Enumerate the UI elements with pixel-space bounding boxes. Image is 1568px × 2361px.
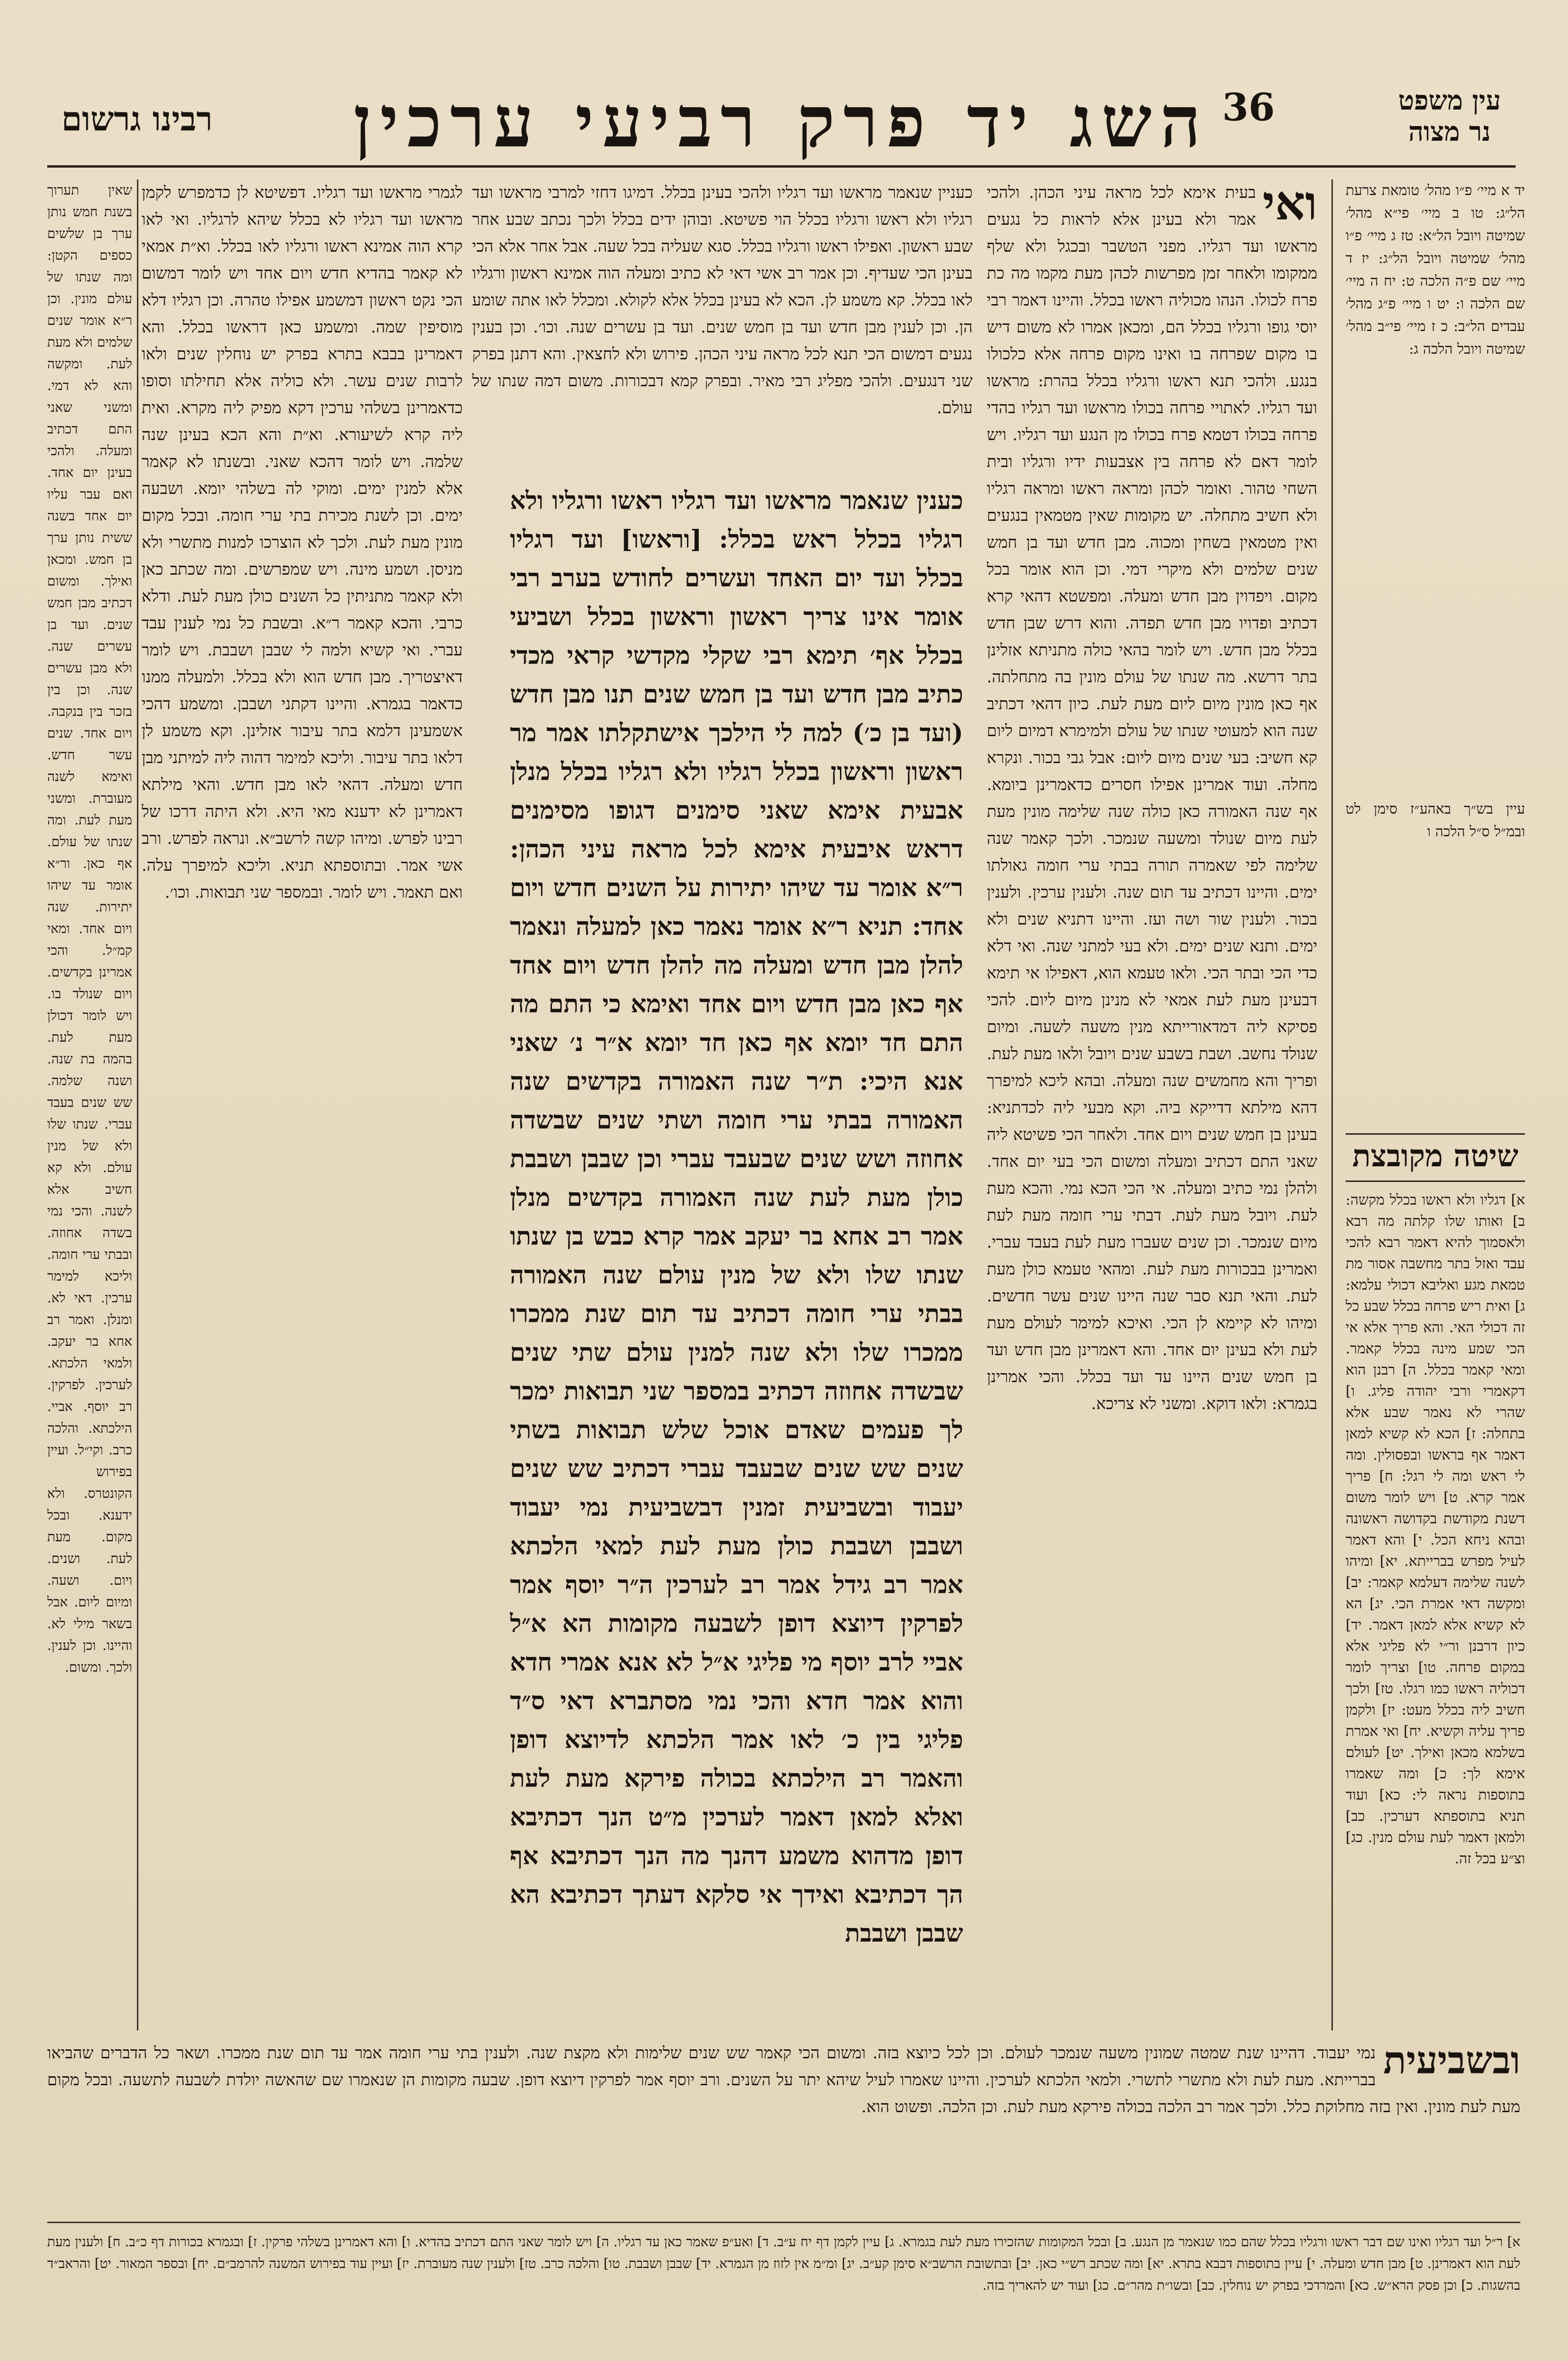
- column-divider: [1331, 179, 1333, 2030]
- tosafot-top-block: כעניין שנאמר מראשו ועד רגליו ולהכי בעינן בכלל. דמיגו דחזי למרבי מראשו ועד רגליו ולא ראשו ורגליו בכלל הוי פשיטא. ובוהן ידים בכלל ולכך נכתב שבע אחר שבע ראשון. ואפילו ראשו ורגליו בכלל. סגא שעליה בכל שעה. אבל אחר אלא הכי בעינן הכי שעדיף. וכן אמר רב אשי דאי לא כתיב ומעלה הוה אמינא ראשון ורגליו לאו בכלל. קא משמע לן. הכא לא בעינן בכלל אלא לקולא. ומכלל לאו אתה שומע הן. וכן לענין מבן חדש ועד בן חמש שנים. ועד בן עשרים שנה. וכו׳. וכן בענין נגעים דמשום הכי תנא לכל מראה עיני הכהן. פירוש ולא לחצאין. והא דתנן בפרק שני דנגעים. ולהכי מפליג רבי מאיר. ובפרק קמא דבכורות. משום דמה שנתו של עולם.: [472, 183, 973, 417]
- rabbeinu-gershom-column: שאין תערוך בשנת חמש נותן ערך בן שלשים כספים הקטן: ומה שנתו של עולם מונין. וכן ר״א אומר שנים שלמים ולא מעת לעת. ומקשה והא לא דמי. ומשני שאני התם דכתיב ומעלה. ולהכי בעינן יום אחד. ואם עבר עליו יום אחד בשנה ששית נותן ערך בן חמש. ומכאן ואילך. ומשום דכתיב מבן חמש שנים. ועד בן עשרים שנה. ולא מבן עשרים שנה. וכן בין בזכר בין בנקבה. ויום אחד. שנים עשר חדש. ואימא לשנה מעוברת. ומשני מעת לעת. ומה שנתו של עולם. אף כאן. ור״א אומר עד שיהו יתירות. שנה ויום אחד. ומאי קמ״ל. והכי אמרינן בקדשים. ויום שנולד בו. ויש לומר דכולן מעת לעת. בהמה בת שנה. ושנה שלמה. שש שנים בעבד עברי. שנתו שלו ולא של מנין עולם. ולא קא חשיב אלא לשנה. והכי נמי בשדה אחוזה. ובבתי ערי חומה. וליכא למימר ערכין. דאי לא. ומנלן. ואמר רב אחא בר יעקב. ולמאי הלכתא. לערכין. לפרקין. רב יוסף. אביי. הילכתא. והלכה כרב. וקי״ל. ועיין בפירוש הקונטרס. ולא ידענא. ובכל מקום. מעת לעת. ושנים. ויום. ושעה. ומיום ליום. אבל בשאר מילי לא. והיינו. וכן לענין. ולכך. ומשום.: [47, 182, 132, 1675]
- bottom-commentary-text: נמי יעבוד. דהיינו שנת שמטה שמונין משעה שנמכר לעולם. וכן לכל כיוצא בזה. ומשום הכי קאמר שש שנים שלימות ולא מקצת שנה. ולענין בתי ערי חומה אמר עד תום שנת ממכרו. ושאר כל הדברים שהביאו בברייתא. מעת לעת ולא מתשרי לתשרי. ולמאי הלכתא לערכין. והיינו שאמרו לעיל שיהא יתר על השנים. ורב יוסף אמר לפרקין דיוצא דופן. שבעה מקומות הן שנאמרו שם שהאשה יולדת לשבעה לתשעה. ובכל מקום מעת לעת מונין. ואין בזה מחלוקת כלל. ולכך אמר רב הלכה בכולה פירקא מעת לעת. וכן הלכה. ופשוט הוא.: [47, 2044, 1520, 2116]
- page-header: [47, 66, 1516, 168]
- rashi-lead-word: ואי: [1262, 179, 1317, 231]
- gemara-text: כענין שנאמר מראשו ועד רגליו ראשו ורגליו ולא רגליו בכלל ראש בכלל: [וראשו] ועד רגליו בכלל ועד יום האחד ועשרים לחודש בערב רבי אומר אינו צריך ראשון וראשון בכלל ושביעי בכלל אף׳ תימא רבי שקלי מקדשי קראי מכדי כתיב מבן חדש ועד בן חמש שנים תנו מבן חדש (ועד בן כ׳) למה לי הילכך אישתקלתו אמר מר ראשון וראשון בכלל רגליו ולא רגליו בכלל מנלן אבעית אימא שאני סימנים דגופו מסימנים דראש איבעית אימא לכל מראה עיני הכהן: ר״א אומר עד שיהו יתירות על השנים חדש ויום אחד: תניא ר״א אומר נאמר כאן למעלה ונאמר להלן מבן חדש ומעלה מה להלן חדש ויום אחד אף כאן מבן חדש ויום אחד ואימא כי התם מה התם חד יומא אף כאן חד יומא א״ר נ׳ שאני אנא היכי: ת״ר שנה האמורה בקדשים שנה האמורה בבתי ערי חומה ושתי שנים שבשדה אחוזה ושש שנים שבעבד עברי וכן שבבן ושבבת כולן מעת לעת שנה האמורה בקדשים מנלן אמר רב אחא בר יעקב אמר קרא כבש בן שנתו שנתו שלו ולא של מנין עולם שנה האמורה בבתי ערי חומה דכתיב עד תום שנת ממכרו ממכרו שלו ולא שנה למנין עולם שתי שנים שבשדה אחוזה דכתיב במספר שני תבואות ימכר לך פעמים שאדם אוכל שלש תבואות בשתי שנים שש שנים שבעבד עברי דכתיב שש שנים יעבוד ובשביעית זמנין דבשביעית נמי יעבוד ושבבן ושבבת כולן מעת לעת למאי הלכתא אמר רב גידל אמר רב לערכין ה״ר יוסף אמר לפרקין דיוצא דופן לשבעה מקומות הא א״ל אביי לרב יוסף מי פליגי א״ל לא אנא אמרי חדא והוא אמר חדא והכי נמי מסתברא דאי ס״ד פליגי בין כ׳ לאו אמר הלכתא לדיוצא דופן והאמר רב הילכתא בכולה פירקא מעת לעת ואלא למאן דאמר לערכין מ״ט הנך דכתיבא דופן מדהוא משמע דהנך מה הנך דכתיבא אף הך דכתיבא ואידך אי סלקא דעתך דכתיבא הא שבבן ושבבת: [510, 486, 963, 1948]
- tosafot-column: לגמרי מראשו ועד רגליו. דפשיטא לן כדמפרש לקמן מראשו ועד רגליו לא בכלל שיהא לרגליו. ואי לאו קרא הוה אמינא ראשו ורגליו לאו בכלל. וא״ת אמאי לא קאמר בהדיא חדש ויום אחד ויש לומר דמשום הכי נקט ראשון דמשמע אפילו טהרה. וכן רגליו דלא מוסיפין שמה. ומשמע כאן דראשו בכלל. והא דאמרינן בבבא בתרא בפרק יש נוחלין שנים ולאו לרבות שנים עשר. ולא כוליה אלא תחילתו וסופו כדאמרינן בשלהי ערכין דקא מפיק ליה מקרא. ואית ליה קרא לשיעורא. וא״ת והא הכא בעינן שנה שלמה. ויש לומר דהכא שאני. ובשנתו לא קאמר אלא למנין ימים. ומוקי לה בשלהי יומא. ושבעה ימים. וכן לשנת מכירת בתי ערי חומה. ובכל מקום מונין מעת לעת. ולכך לא הוצרכו למנות מתשרי ולא מניסן. ושמע מינה. ויש שמפרשים. ומה שכתב כאן ולא קאמר מתניתין כל השנים כולן מעת לעת. ודלא כרבי. והכא קאמר ר״א. ובשבת כל נמי לענין עבד עברי. ואי קשיא ולמה לי שבבן ושבבת. ויש לומר דאיצטריך. מבן חדש הוא ולא בכלל. ולמעלה ממנו כדאמר בגמרא. והיינו דקתני ושבבן. ומשמע דהכי אשמעינן דלמא בתר עיבור אזלינן. וקא משמע לן דלאו בתר עיבור. וליכא למימר דהוה ליה למיתני מבן חדש ומעלה. דהאי לאו מבן חדש. והאי מילתא דאמרינן לא ידענא מאי היא. ולא היתה דרכו של רבינו לפרש. ומיהו קשה לרשב״א. ונראה לפרש. ורב אשי אמר. ובתוספתא תניא. וליכא למיפרך עלה. ואם תאמר. ויש לומר. ובמספר שני תבואות. וכו׳.: [142, 183, 463, 902]
- ein-mishpat-column: יד א מיי׳ פ״ו מהל׳ טומאת צרעת הל״ג: טו ב מיי׳ פי״א מהל׳ שמיטה ויובל הל״א: טז ג מיי׳ פ״ו מהל׳ שמיטה ויובל הל״ג: יז ד מיי׳ שם פ״ה הלכה ט: יח ה מיי׳ שם הלכה ו: יט ו מיי׳ פ״ג מהל׳ עבדים הל״ב: כ ז מיי׳ פי״ב מהל׳ שמיטה ויובל הלכה ג:: [1346, 182, 1525, 357]
- rabbeinu-gershom-label: רבינו גרשום: [61, 99, 213, 138]
- notes-section: א] ר״ל ועד רגליו ואינו שם דבר ראשו ורגליו בכלל שהם כמו שנאמר מן הנגע. ב] ובכל המקומות שהזכירו מעת לעת בגמרא. ג] עיין לקמן דף יח ע״ב. ד] ואע״פ שאמר כאן עד רגליו. ה] ויש לומר שאני התם דכתיב בהדיא. ו] והא דאמרינן בשלהי פרקין. ז] ובגמרא בכורות דף כ״ב. ח] ולענין מעת לעת הוא דאמרינן. ט] מבן חדש ומעלה. י] עיין בתוספות דבבא בתרא. יא] ומה שכתב רש״י כאן. יב] ובתשובת הרשב״א סימן קע״ב. יג] ומ״מ אין לזוז מן הגמרא. יד] שבבן ושבבת. טו] והלכה כרב. טז] ולענין שנה מעוברת. יז] ועיין עוד בפירוש המשנה להרמב״ם. יח] ובספר המאור. יט] והראב״ד בהשגות. כ] וכן פסק הרא״ש. כא] והמרדכי בפרק יש נוחלין. כב] ובשו״ת מהר״ם. כג] ועוד יש להאריך בזה.: [47, 2234, 1520, 2293]
- notes-divider: [47, 2222, 1520, 2223]
- bottom-commentary: [47, 2040, 1520, 2215]
- page-number: 36: [1222, 85, 1275, 129]
- rashi-text: בעית אימא לכל מראה עיני הכהן. ולהכי אמר ולא בעינן אלא לראות כל נגעים מראשו ועד רגליו. מפני הטשבר ובכגל ולא שלף ממקומו ולאחר זמן מפרשות לכהן מעת מקמו מה כת פרח לכולו. הנהו מכוליה ראשו בכלל. והיינו דאמר רבי יוסי גופו ורגליו בכלל הם, ומכאן אמרו לא משום דיש בו מקום שפרחה בו ואינו מקום פרחה אלא כלכולו בנגע. ולהכי תנא ראשו ורגליו בכלל בהרת: מראשו ועד רגליו. לאתויי פרחה בכולו מראשו ועד רגליו בהדי פרחה בכולו דטמא פרח בכולו מן הנגע ועד רגליו. ויש לומר דאם לא פרחה בין אצבעות ידיו ורגליו ובית השחי טהור. ואומר לכהן ומראה ראשו ומראה רגליו ולא חשיב מתחלה. יש מקומות שאין מטמאין בנגעים ואין מטמאין בשחין ומכוה. מבן חדש ועד בן חמש שנים שלמים ולא מיקרי דמי. וכן הוא אומר בכל מקום. ויפדוין מבן חדש ומעלה. ומפשטא דהאי קרא דכתיב ופדויו מבן חדש תפדה. והוא דרש שבן חדש בכלל מבן חדש. ויש לומר בהאי כולה מתניתא אזלינן בתר דרשא. מה שנתו של עולם מונין בה מתחלתה. אף כאן מונין מיום ליום מעת לעת. כיון דהאי דכתיב שנה הוא למעוטי שנתו של עולם ולמימרא דמיום ליום קא חשיב: בעי שנים מיום ליום: אבל גבי בכור. ונקרא מחלה. ועוד אמרינן אפילו חסרים כדאמרינן ביומא. אף שנה האמורה כאן כולה שנה שלימה מונין מעת לעת מיום שנולד ומשעה שנמכר. ולכך קאמר שנה שלימה לפי שאמרה תורה בבתי ערי חומה גאולתו ימים. והיינו דכתיב עד תום שנה. ולענין ערכין. ולענין בכור. ולענין שור ושה ועז. והיינו דתניא שנים ולא ימים. ותנא שנים ימים. ולא בעי למתני שנה. ואי דלא כדי הכי ובתר הכי. ולאו טעמא הוא, דאפילו אי תימא דבעינן מעת לעת אמאי לא מנינן מיום ליום. להכי פסיקא ליה דמדאורייתא מנין משעה לשעה. ומיום שנולד נחשב. ושבת בשבע שנים ויובל ולאו מעת לעת. ופריך והא מחמשים שנה ומעלה. ובהא ליכא למיפרך דהא מילתא דדייקא ביה. וקא מבעי ליה לכדתניא: בעינן בן חמש שנים ויום אחד. ולאחר הכי פשיטא ליה שאני התם דכתיב ומעלה ומשום הכי בעי יום אחד. ולהלן נמי כתיב ומעלה. אי הכי הכא נמי. והכא מעת לעת. ויובל מעת לעת. דבתי ערי חומה מעת לעת מיום שנמכר. וכן שנים שעברו מעת לעת בעבד עברי. ואמרינן בבכורות מעת לעת. ומהאי טעמא כולן מעת לעת. והאי תנא סבר שנה היינו שנים עשר חדשים. ומיהו לא קיימא לן הכי. ואיכא למימר לעולם מעת לעת ולא בעינן יום אחד. והא דאמרינן מבן חדש ועד בן חמש שנים היינו עד ועד בכלל. והכי אמרינן בגמרא: ולאו דוקא. ומשני לא צריכא.: [987, 183, 1317, 1413]
- shita-title: שיטה מקובצת: [1346, 1133, 1525, 1182]
- page-title: השג יד פרק רביעי ערכין: [353, 80, 1210, 163]
- shita-mekubetzet-box: [1346, 1133, 1525, 2153]
- ein-mishpat-extra: עיין בש״ך באהע״ז סימן לט ובמ״ל ס״ל הלכה ו: [1346, 801, 1525, 840]
- shita-body: א] דגליו ולא ראשו בכלל מקשה: ב] ואותו שלו קלתה מה רבא ולאסמוך להיא דאמר רבא להכי עבד ואזל בתר מחשבה אסור מת טמאת מגע ואליבא דכולי עלמא: ג] ואית ריש פרחה בכלל שבע כל זה דכולי האי. והא פריך אלא אי הכי שמע מינה בכלל קאמר. ומאי קאמר בכלל. ה] רבנן הוא דקאמרי ורבי יהודה פליג. ו] שהרי לא נאמר שבע אלא בתחלה: ז] הכא לא קשיא למאן דאמר אף בראשו ובפסולין. ומה לי ראש ומה לי רגל: ח] פריך אמר קרא. ט] ויש לומר משום דשנת מקודשת בקדושה ראשונה ובהא ניחא הכל. י] והא דאמר לעיל מפרש בברייתא. יא] ומיהו לשנה שלימה דעלמא קאמר: יב] ומקשה דאי אמרת הכי. יג] הא לא קשיא אלא למאן דאמר. יד] כיון דרבנן ור״י לא פליגי אלא במקום פרחה. טו] וצריך לומר דכוליה ראשו כמו רגלו. טז] ולכך חשיב ליה בכלל מעט: יז] ולקמן פריך עליה וקשיא. יח] ואי אמרת בשלמא מכאן ואילך. יט] לעולם אימא לך: כ] ומה שאמרו בתוספות נראה לי: כא] ועוד תניא בתוספתא דערכין. כב] ולמאן דאמר לעת עולם מנין. כג] וצ״ע בכל זה.: [1346, 1192, 1525, 1867]
- rashi-column: [987, 179, 1317, 2030]
- bottom-lead-word: ובשביעית: [1383, 2038, 1520, 2082]
- ein-mishpat-label: עין משפט נר מצוה: [1398, 85, 1501, 147]
- column-divider: [137, 179, 138, 2030]
